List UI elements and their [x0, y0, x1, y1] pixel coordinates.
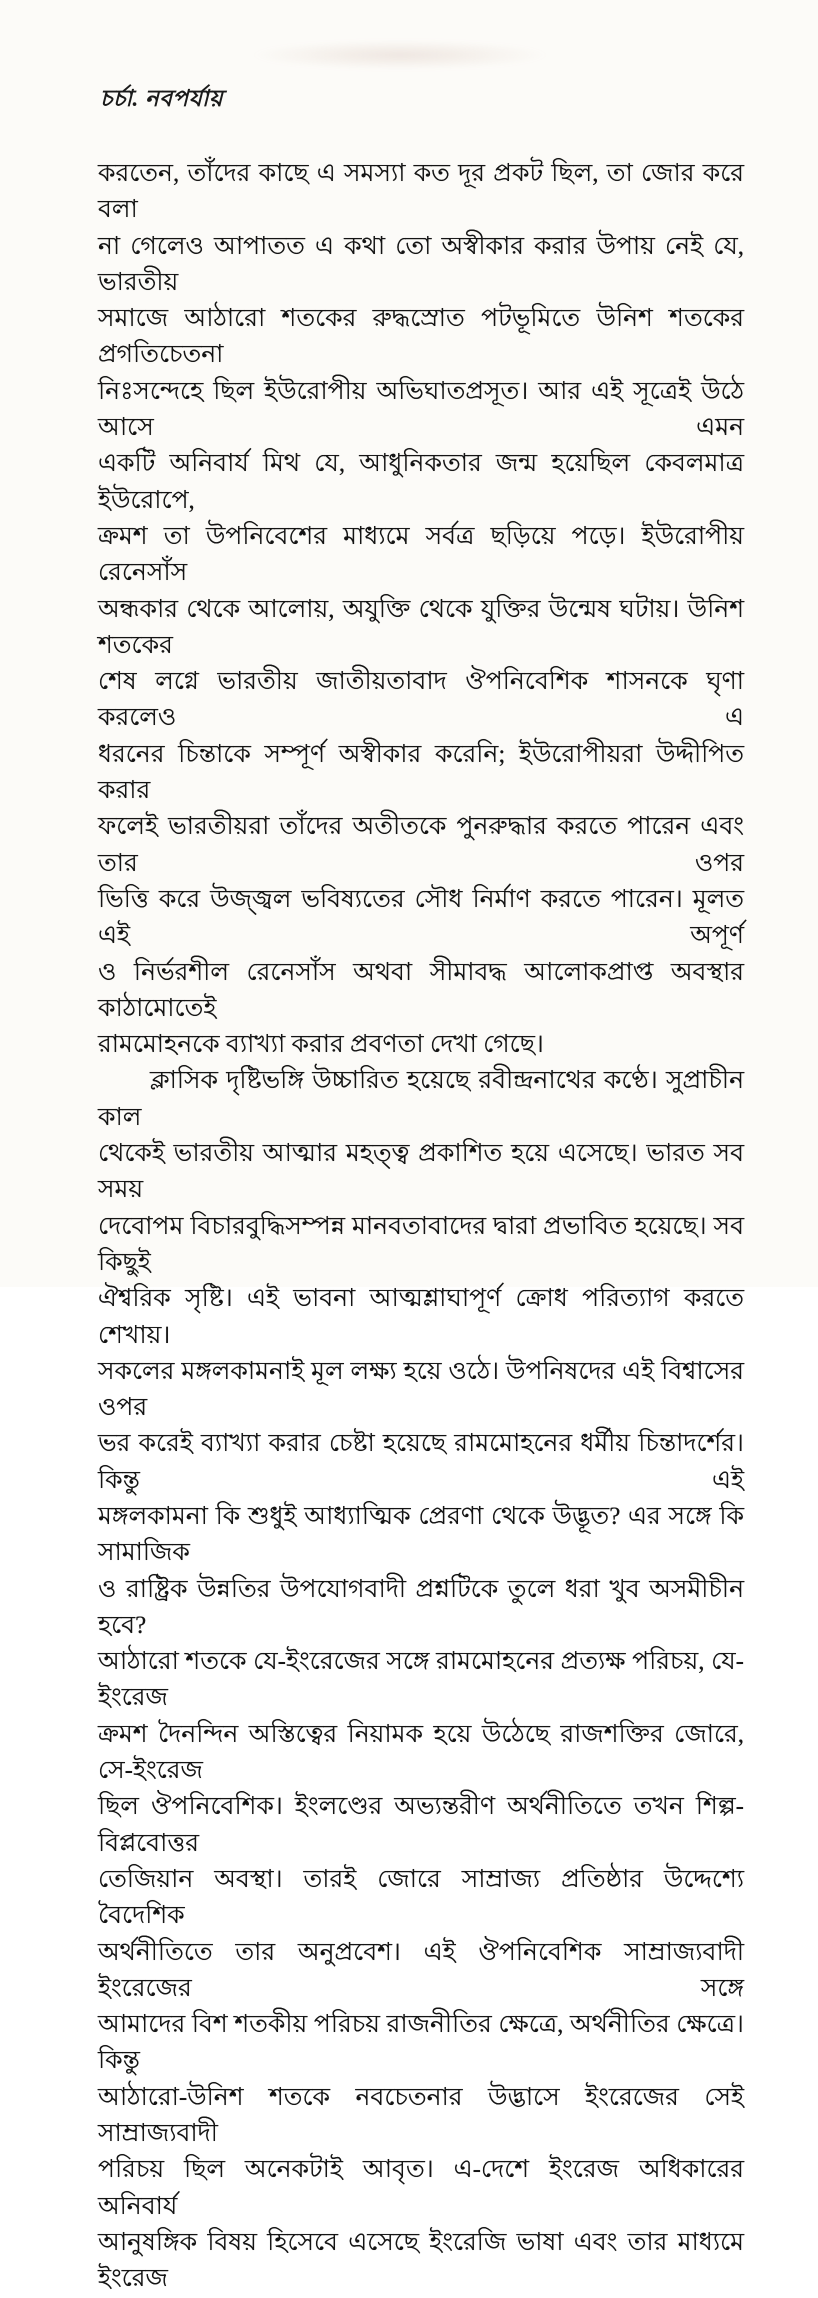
paragraph-2	[98, 1063, 744, 2297]
text-line: ভিত্তি করে উজ্জ্বল ভবিষ্যতের সৌধ নির্মাণ করতে পারেন। মূলত এই অপূর্ণ	[98, 885, 744, 950]
text-line: ও রাষ্ট্রিক উন্নতির উপযোগবাদী প্রশ্নটিকে তুলে ধরা খুব অসমীচীন হবে?	[98, 1575, 744, 1639]
text-line: আঠারো শতকে যে-ইংরেজের সঙ্গে রামমোহনের প্রত্যক্ষ পরিচয়, যে-ইংরেজ	[98, 1648, 744, 1712]
text-line: পরিচয় ছিল অনেকটাই আবৃত। এ-দেশে ইংরেজ অধিকারের অনিবার্য	[98, 2156, 744, 2220]
text-line: থেকেই ভারতীয় আত্মার মহত্ত্ব প্রকাশিত হয়ে এসেছে। ভারত সব সময়	[98, 1140, 744, 1204]
text-line: করতেন, তাঁদের কাছে এ সমস্যা কত দূর প্রকট ছিল, তা জোর করে বলা	[98, 160, 744, 224]
text-line: ও নির্ভরশীল রেনেসাঁস অথবা সীমাবদ্ধ আলোকপ্রাপ্ত অবস্থার কাঠামোতেই	[98, 958, 744, 1022]
paragraph-1	[98, 156, 744, 1063]
text-line: শেষ লগ্নে ভারতীয় জাতীয়তাবাদ ঔপনিবেশিক শাসনকে ঘৃণা করলেও এ	[98, 668, 744, 732]
text-line: দেবোপম বিচারবুদ্ধিসম্পন্ন মানবতাবাদের দ্বারা প্রভাবিত হয়েছে। সব কিছুই	[98, 1212, 744, 1276]
text-line: ভর করেই ব্যাখ্যা করার চেষ্টা হয়েছে রামমোহনের ধর্মীয় চিন্তাদর্শের। কিন্তু এই	[98, 1430, 744, 1494]
text-line: না গেলেও আপাতত এ কথা তো অস্বীকার করার উপায় নেই যে, ভারতীয়	[98, 232, 744, 296]
text-line: ফলেই ভারতীয়রা তাঁদের অতীতকে পুনরুদ্ধার করতে পারেন এবং তার ওপর	[98, 813, 744, 877]
text-line: ধরনের চিন্তাকে সম্পূর্ণ অস্বীকার করেনি; ইউরোপীয়রা উদ্দীপিত করার	[98, 740, 744, 805]
scan-artifact	[250, 40, 550, 70]
text-line: ক্রমশ দৈনন্দিন অস্তিত্বের নিয়ামক হয়ে উঠেছে রাজশক্তির জোরে, সে-ইংরেজ	[98, 1720, 744, 1785]
text-line: আমাদের বিশ শতকীয় পরিচয় রাজনীতির ক্ষেত্রে, অর্থনীতির ক্ষেত্রে। কিন্তু	[98, 2011, 744, 2075]
text-line: ছিল ঔপনিবেশিক। ইংলণ্ডের অভ্যন্তরীণ অর্থনীতিতে তখন শিল্প-বিপ্লবোত্তর	[98, 1793, 744, 1857]
text-line: আনুষঙ্গিক বিষয় হিসেবে এসেছে ইংরেজি ভাষা এবং তার মাধ্যমে ইংরেজ	[98, 2228, 744, 2293]
text-line: ক্লাসিক দৃষ্টিভঙ্গি উচ্চারিত হয়েছে রবীন্দ্রনাথের কণ্ঠে। সুপ্রাচীন কাল	[98, 1067, 744, 1131]
text-line: নিঃসন্দেহে ছিল ইউরোপীয় অভিঘাতপ্রসূত। আর এই সূত্রেই উঠে আসে এমন	[98, 377, 744, 442]
text-line: ক্রমশ তা উপনিবেশের মাধ্যমে সর্বত্র ছড়িয়ে পড়ে। ইউরোপীয় রেনেসাঁস	[98, 522, 744, 587]
text-block	[98, 156, 744, 2298]
text-line: একটি অনিবার্য মিথ যে, আধুনিকতার জন্ম হয়েছিল কেবলমাত্র ইউরোপে,	[98, 450, 744, 514]
text-line: সকলের মঙ্গলকামনাই মূল লক্ষ্য হয়ে ওঠে। উপনিষদের এই বিশ্বাসের ওপর	[98, 1357, 744, 1422]
text-line: অর্থনীতিতে তার অনুপ্রবেশ। এই ঔপনিবেশিক সাম্রাজ্যবাদী ইংরেজের সঙ্গে	[98, 1938, 744, 2002]
text-line: রামমোহনকে ব্যাখ্যা করার প্রবণতা দেখা গেছে।	[98, 1031, 544, 1059]
text-line: সমাজে আঠারো শতকের রুদ্ধস্রোত পটভূমিতে উনিশ শতকের প্রগতিচেতনা	[98, 305, 744, 369]
text-line: মঙ্গলকামনা কি শুধুই আধ্যাত্মিক প্রেরণা থেকে উদ্ভূত? এর সঙ্গে কি সামাজিক	[98, 1502, 744, 1567]
text-line: অন্ধকার থেকে আলোয়, অযুক্তি থেকে যুক্তির উন্মেষ ঘটায়। উনিশ শতকের	[98, 595, 744, 659]
text-line: আঠারো-উনিশ শতকে নবচেতনার উদ্ভাসে ইংরেজের সেই সাম্রাজ্যবাদী	[98, 2083, 744, 2148]
text-line: ঐশ্বরিক সৃষ্টি। এই ভাবনা আত্মশ্লাঘাপূর্ণ ক্রোধ পরিত্যাগ করতে শেখায়।	[98, 1285, 744, 1349]
text-line: তেজিয়ান অবস্থা। তারই জোরে সাম্রাজ্য প্রতিষ্ঠার উদ্দেশ্যে বৈদেশিক	[98, 1865, 744, 1930]
running-header: চর্চা. নবপর্যায়	[100, 86, 224, 111]
